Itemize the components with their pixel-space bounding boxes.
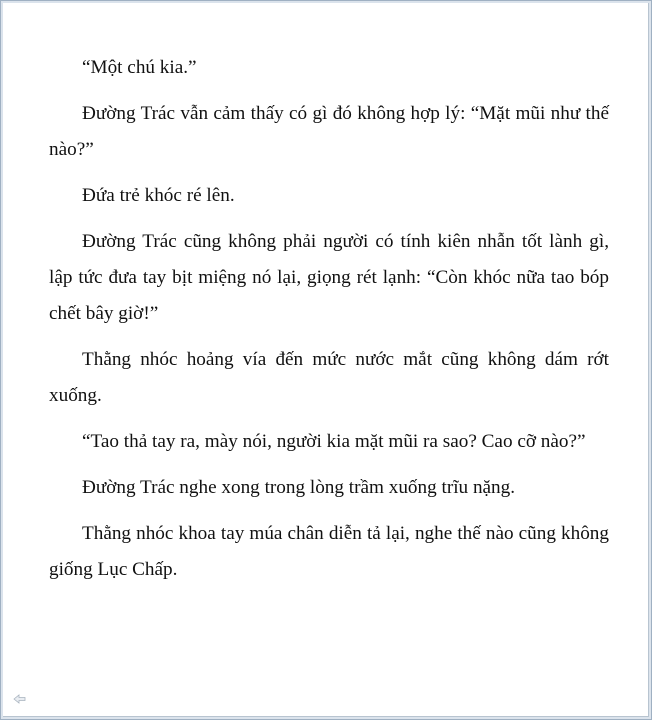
paragraph-1: “Một chú kia.” xyxy=(82,57,197,78)
paragraph-2: Đường Trác vẫn cảm thấy có gì đó không hợp lý: “Mặt mũi như thế nào?” xyxy=(49,103,609,160)
document-page xyxy=(3,3,649,717)
speaker-arrow-icon[interactable] xyxy=(13,694,27,704)
paragraph-4: Đường Trác cũng không phải người có tính kiên nhẫn tốt lành gì, lập tức đưa tay bịt miệng nó lại, giọng rét lạnh: “Còn khóc nữa tao bóp chết bây giờ!” xyxy=(49,231,609,324)
paragraph-7: Đường Trác nghe xong trong lòng trầm xuống trĩu nặng. xyxy=(82,477,516,498)
paragraph-3: Đứa trẻ khóc ré lên. xyxy=(82,185,235,206)
paragraph-6: “Tao thả tay ra, mày nói, người kia mặt mũi ra sao? Cao cỡ nào?” xyxy=(82,431,586,452)
paragraph-8: Thằng nhóc khoa tay múa chân diễn tả lại, nghe thế nào cũng không giống Lục Chấp. xyxy=(49,523,609,580)
document-body xyxy=(49,50,609,598)
paragraph-5: Thằng nhóc hoảng vía đến mức nước mắt cũng không dám rớt xuống. xyxy=(49,349,609,406)
